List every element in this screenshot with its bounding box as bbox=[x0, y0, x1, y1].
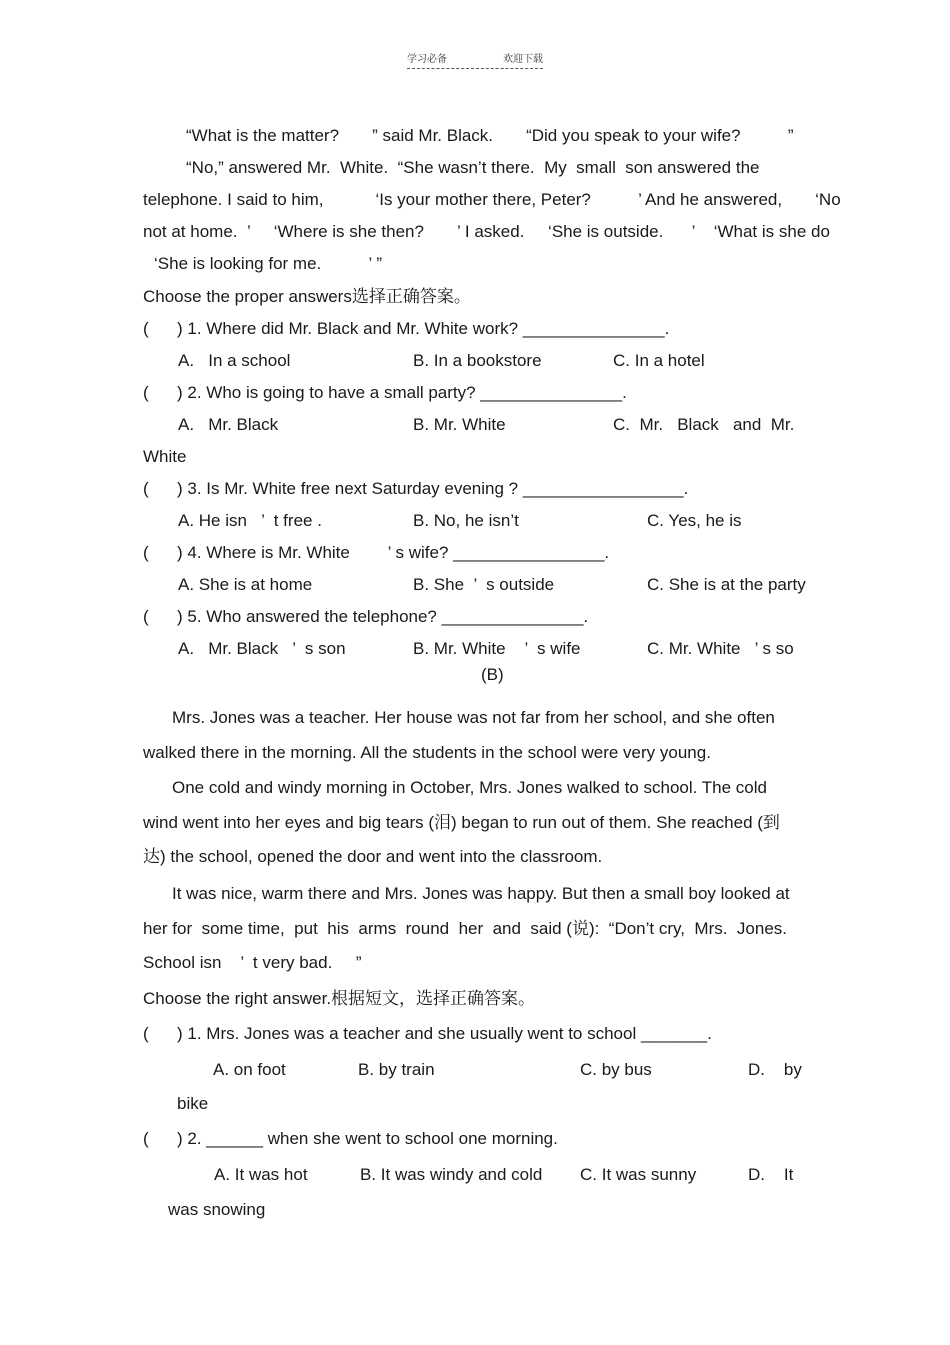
option: A. Mr. Black ’ s son bbox=[178, 639, 346, 658]
header-left: 学习必备 bbox=[407, 54, 447, 65]
option: B. In a bookstore bbox=[413, 351, 542, 370]
passage-line: her for some time, put his arms round her and said (说): “Don’t cry, Mrs. Jones. bbox=[143, 919, 788, 938]
question-stem: ( ) 4. Where is Mr. White ’ s wife? ________________. bbox=[143, 543, 610, 562]
option: C. Mr. Black and Mr. bbox=[613, 415, 795, 434]
passage-line: walked there in the morning. All the students in the school were very young. bbox=[143, 743, 711, 762]
passage-line: wind went into her eyes and big tears (泪) began to run out of them. She reached (到 bbox=[143, 813, 780, 832]
option: B. by train bbox=[358, 1060, 435, 1079]
instruction: Choose the proper answers选择正确答案。 bbox=[143, 287, 471, 306]
instruction: Choose the right answer.根据短文，选择正确答案。 bbox=[143, 989, 536, 1008]
passage-line: “No,” answered Mr. White. “She wasn’t there. My small son answered the bbox=[186, 158, 760, 177]
section-label: (B) bbox=[481, 665, 504, 684]
question-stem: ( ) 3. Is Mr. White free next Saturday evening ? _________________. bbox=[143, 479, 689, 498]
option: A. She is at home bbox=[178, 575, 313, 594]
option: C. Mr. White ’ s so bbox=[647, 639, 794, 658]
option: D. It bbox=[748, 1165, 794, 1184]
option: B. It was windy and cold bbox=[360, 1165, 543, 1184]
header-right: 欢迎下载 bbox=[503, 54, 543, 65]
option: A. Mr. Black bbox=[178, 415, 279, 434]
option: C. In a hotel bbox=[613, 351, 705, 370]
passage-line: One cold and windy morning in October, Mrs. Jones walked to school. The cold bbox=[172, 778, 767, 797]
option: B. No, he isn’t bbox=[413, 511, 519, 530]
question-stem: ( ) 2. Who is going to have a small party? _______________. bbox=[143, 383, 627, 402]
page-header bbox=[407, 50, 543, 69]
option: C. She is at the party bbox=[647, 575, 806, 594]
passage-line: 达) the school, opened the door and went into the classroom. bbox=[143, 847, 603, 866]
passage-line: not at home. ’ ‘Where is she then? ’ I asked. ‘She is outside. ’ ‘What is she do bbox=[143, 222, 830, 241]
option-wrap: was snowing bbox=[168, 1200, 266, 1219]
question-stem: ( ) 5. Who answered the telephone? _______________. bbox=[143, 607, 589, 626]
passage-line: It was nice, warm there and Mrs. Jones was happy. But then a small boy looked at bbox=[172, 884, 790, 903]
option: B. Mr. White ’ s wife bbox=[413, 639, 581, 658]
option: B. She ’ s outside bbox=[413, 575, 555, 594]
question-stem: ( ) 1. Mrs. Jones was a teacher and she usually went to school _______. bbox=[143, 1024, 712, 1043]
passage-line: “What is the matter? ” said Mr. Black. “Did you speak to your wife? ” bbox=[186, 126, 794, 145]
option: C. It was sunny bbox=[580, 1165, 697, 1184]
option: C. by bus bbox=[580, 1060, 652, 1079]
passage-line: School isn ’ t very bad. ” bbox=[143, 953, 362, 972]
passage-line: ‘She is looking for me. ’ ” bbox=[154, 254, 383, 273]
option: B. Mr. White bbox=[413, 415, 506, 434]
option: C. Yes, he is bbox=[647, 511, 742, 530]
option: A. In a school bbox=[178, 351, 291, 370]
question-stem: ( ) 1. Where did Mr. Black and Mr. White work? _______________. bbox=[143, 319, 670, 338]
option: D. by bbox=[748, 1060, 802, 1079]
option: A. on foot bbox=[213, 1060, 286, 1079]
option-wrap: bike bbox=[177, 1094, 209, 1113]
passage-line: telephone. I said to him, ‘Is your mother there, Peter? ’ And he answered, ‘No bbox=[143, 190, 841, 209]
option: A. It was hot bbox=[214, 1165, 308, 1184]
option-wrap: White bbox=[143, 447, 187, 466]
question-stem: ( ) 2. ______ when she went to school one morning. bbox=[143, 1129, 558, 1148]
option: A. He isn ’ t free . bbox=[178, 511, 322, 530]
passage-line: Mrs. Jones was a teacher. Her house was not far from her school, and she often bbox=[172, 708, 775, 727]
